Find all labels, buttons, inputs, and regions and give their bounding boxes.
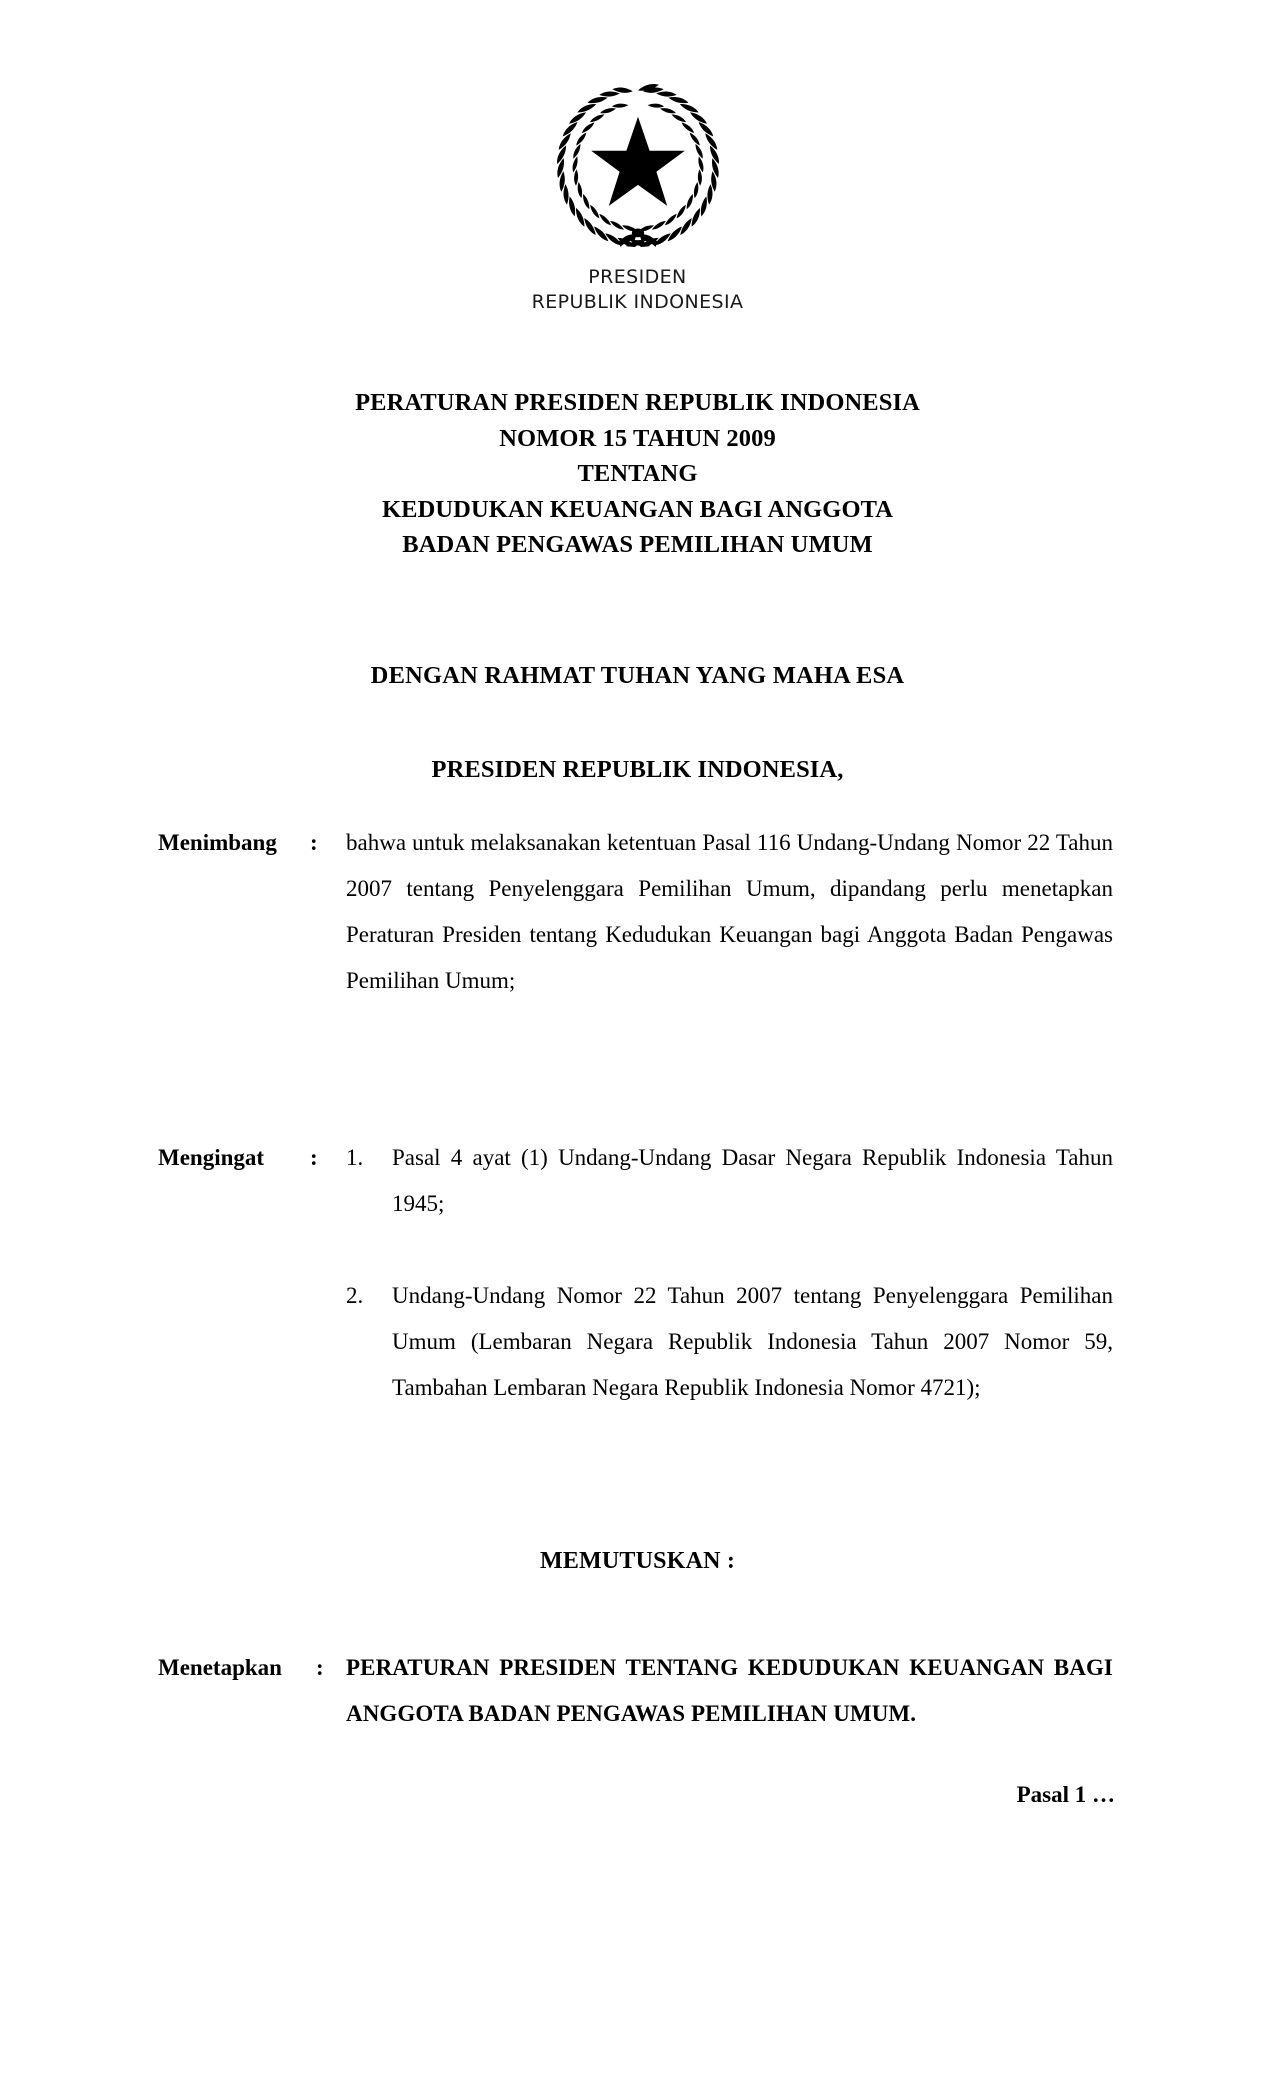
clause-menetapkan-label: Menetapkan [158, 1655, 282, 1680]
memutuskan-heading: MEMUTUSKAN : [539, 1548, 736, 1574]
list-item-text: Undang-Undang Nomor 22 Tahun 2007 tentang Penyelenggara Pemilihan Umum (Lembaran Negara Republik Indonesia Tahun 2007 Nomor 59, Tambahan Lembaran Negara Republik Indonesia Nomor 4721); [392, 1283, 1113, 1400]
title-line-subject-1: KEDUDUKAN KEUANGAN BAGI ANGGOTA [381, 495, 894, 523]
clause-menimbang-text: bahwa untuk melaksanakan ketentuan Pasal 116 Undang-Undang Nomor 22 Tahun 2007 tentang Penyelenggara Pemilihan Umum, dipandang perlu menetapkan Peraturan Presiden tentang Kedudukan Keuangan bagi Anggota Badan Pengawas Pemilihan Umum; [346, 830, 1113, 993]
clause-menetapkan-text: PERATURAN PRESIDEN TENTANG KEDUDUKAN KEUANGAN BAGI ANGGOTA BADAN PENGAWAS PEMILIHAN UMUM. [346, 1655, 1113, 1726]
letterhead-line-presiden: PRESIDEN [588, 266, 687, 288]
document-title [0, 385, 1275, 563]
list-item-text: Pasal 4 ayat (1) Undang-Undang Dasar Negara Republik Indonesia Tahun 1945; [392, 1145, 1113, 1216]
clause-mengingat-colon: : [310, 1145, 318, 1170]
clause-mengingat-list [346, 1135, 1113, 1411]
list-item [346, 1273, 1113, 1411]
issuer-line: PRESIDEN REPUBLIK INDONESIA, [431, 756, 844, 783]
invocation-line: DENGAN RAHMAT TUHAN YANG MAHA ESA [370, 662, 905, 689]
clause-menetapkan [158, 1645, 1113, 1737]
letterhead-caption [0, 265, 1275, 314]
presidential-seal-icon [550, 78, 726, 254]
page-continuation-marker: Pasal 1 … [1016, 1782, 1115, 1807]
clause-mengingat-label: Mengingat [158, 1145, 265, 1170]
title-line-regulation: PERATURAN PRESIDEN REPUBLIK INDONESIA [355, 389, 920, 416]
clause-menetapkan-colon: : [316, 1655, 324, 1680]
list-item-marker: 2. [346, 1283, 364, 1308]
clause-menimbang-colon: : [310, 830, 318, 855]
clause-menimbang-label: Menimbang [158, 830, 277, 855]
letterhead-line-republik-indonesia: REPUBLIK INDONESIA [531, 290, 744, 313]
letterhead [0, 78, 1275, 314]
clause-menimbang [158, 820, 1113, 1004]
title-line-tentang: TENTANG [577, 460, 698, 487]
title-line-subject-2: BADAN PENGAWAS PEMILIHAN UMUM [402, 531, 873, 558]
clause-mengingat [158, 1135, 1113, 1411]
title-line-number-year: NOMOR 15 TAHUN 2009 [499, 424, 776, 452]
list-item [346, 1135, 1113, 1227]
list-item-marker: 1. [346, 1145, 364, 1170]
